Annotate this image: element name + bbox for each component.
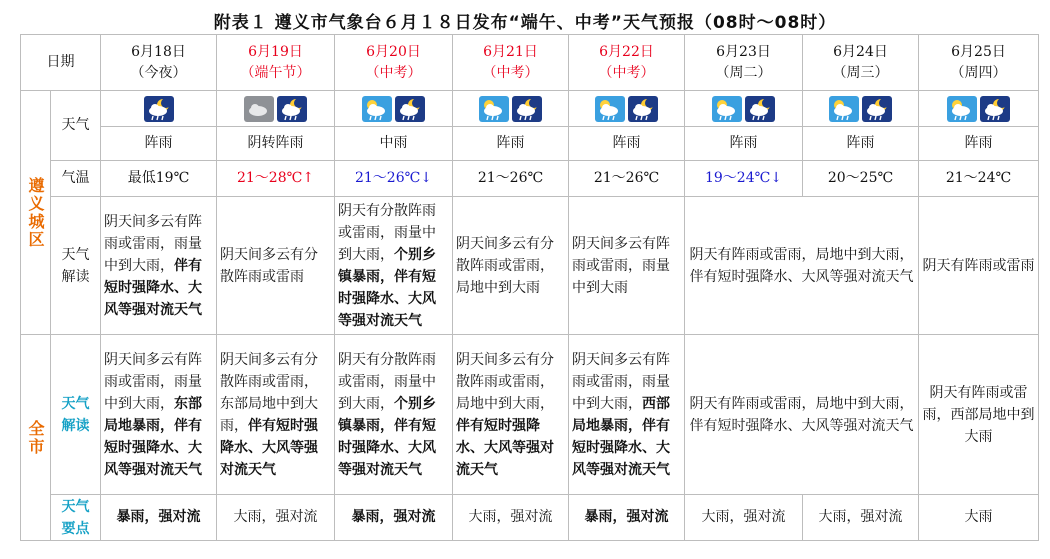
interp-text: 阴天有分散阵雨或雷雨，雨量中到大雨，个别乡镇暴雨，伴有短时强降水、大风等强对流天气: [335, 335, 453, 495]
city-interp-row: [21, 335, 1039, 495]
night-rain-icon: [862, 96, 892, 122]
interp-text: 阴天间多云有阵雨或雷雨，雨量中到大雨，西部局地暴雨，伴有短时强降水、大风等强对流天气: [569, 335, 685, 495]
temp-value: 21～26℃: [569, 161, 685, 197]
icon-cell: [217, 91, 335, 127]
interp-text: 阴天间多云有分散阵雨或雷雨，东部局地中到大雨，伴有短时强降水、大风等强对流天气: [217, 335, 335, 495]
temp-value: 21～28℃↑: [217, 161, 335, 197]
night-rain-icon: [628, 96, 658, 122]
icon-cell: [685, 91, 803, 127]
weather-text: 阵雨: [101, 127, 217, 161]
day-header: 6月23日 （周二）: [685, 35, 803, 91]
forecast-table: [20, 34, 1039, 541]
day-header: 6月24日 （周三）: [803, 35, 919, 91]
key-point: 大雨: [919, 495, 1039, 541]
day-header: 6月25日 （周四）: [919, 35, 1039, 91]
interp-text: 阴天间多云有分散阵雨或雷雨: [217, 197, 335, 335]
day-header: 6月20日 （中考）: [335, 35, 453, 91]
temp-value: 21～26℃: [453, 161, 569, 197]
icon-cell: [335, 91, 453, 127]
day-header: 6月22日 （中考）: [569, 35, 685, 91]
key-label: 天气要点: [51, 495, 101, 541]
interp-text: 阴天有阵雨或雷雨，局地中到大雨，伴有短时强降水、大风等强对流天气: [685, 335, 919, 495]
interp-text: 阴天间多云有阵雨或雷雨，雨量中到大雨: [569, 197, 685, 335]
key-point: 大雨，强对流: [803, 495, 919, 541]
day-header: 6月18日 （今夜）: [101, 35, 217, 91]
day-header: 6月21日 （中考）: [453, 35, 569, 91]
weather-text: 阵雨: [569, 127, 685, 161]
interp-text: 阴天间多云有阵雨或雷雨，雨量中到大雨，东部局地暴雨，伴有短时强降水、大风等强对流天气: [101, 335, 217, 495]
weather-label: 天气: [51, 91, 101, 161]
day-shower-icon: [829, 96, 859, 122]
key-point: 大雨，强对流: [217, 495, 335, 541]
weather-text: 阴转阵雨: [217, 127, 335, 161]
icon-cell: [101, 91, 217, 127]
weather-text: 阵雨: [919, 127, 1039, 161]
day-shower-icon: [712, 96, 742, 122]
key-point: 暴雨，强对流: [101, 495, 217, 541]
date-header-row: [21, 35, 1039, 91]
key-point: 大雨，强对流: [685, 495, 803, 541]
key-point: 大雨，强对流: [453, 495, 569, 541]
temp-value: 19～24℃↓: [685, 161, 803, 197]
temp-label: 气温: [51, 161, 101, 197]
region-label: 遵义城区: [26, 176, 45, 249]
day-rain-icon: [362, 96, 392, 122]
weather-text: 中雨: [335, 127, 453, 161]
day-shower-icon: [947, 96, 977, 122]
weather-text: 阵雨: [685, 127, 803, 161]
icon-cell: [919, 91, 1039, 127]
weather-text-row: [21, 127, 1039, 161]
key-points-row: [21, 495, 1039, 541]
interp-label: 天气解读: [51, 197, 101, 335]
night-rain-icon: [745, 96, 775, 122]
night-rain-icon: [395, 96, 425, 122]
icon-cell: [569, 91, 685, 127]
down-arrow-icon: ↓: [420, 170, 433, 186]
day-shower-icon: [595, 96, 625, 122]
weather-text: 阵雨: [453, 127, 569, 161]
temp-value: 20～25℃: [803, 161, 919, 197]
down-arrow-icon: ↓: [770, 170, 783, 186]
night-rain-icon: [512, 96, 542, 122]
interp-text: 阴天有阵雨或雷雨: [919, 197, 1039, 335]
key-point: 暴雨，强对流: [335, 495, 453, 541]
interp-text: 阴天间多云有分散阵雨或雷雨，局地中到大雨: [453, 197, 569, 335]
region-city: [21, 335, 51, 541]
page-title: 附表１ 遵义市气象台６月１８日发布“端午、中考”天气预报（08时～08时）: [213, 13, 837, 33]
zunyi-interp-row: [21, 197, 1039, 335]
temp-value: 21～26℃↓: [335, 161, 453, 197]
interp-text: 阴天有分散阵雨或雷雨，雨量中到大雨，个别乡镇暴雨，伴有短时强降水、大风等强对流天气: [335, 197, 453, 335]
weather-icon-row: [21, 91, 1039, 127]
interp-text: 阴天间多云有阵雨或雷雨，雨量中到大雨，伴有短时强降水、大风等强对流天气: [101, 197, 217, 335]
interp-label: 天气解读: [51, 335, 101, 495]
night-rain-icon: [277, 96, 307, 122]
weather-text: 阵雨: [803, 127, 919, 161]
interp-text: 阴天间多云有分散阵雨或雷雨，局地中到大雨，伴有短时强降水、大风等强对流天气: [453, 335, 569, 495]
date-label: 日期: [21, 35, 101, 91]
cloudy-icon: [244, 96, 274, 122]
up-arrow-icon: ↑: [302, 170, 315, 186]
interp-text: 阴天有阵雨或雷雨，西部局地中到大雨: [919, 335, 1039, 495]
temp-value: 21～24℃: [919, 161, 1039, 197]
day-shower-icon: [479, 96, 509, 122]
temp-value: 最低19℃: [101, 161, 217, 197]
key-point: 暴雨，强对流: [569, 495, 685, 541]
night-rain-icon: [980, 96, 1010, 122]
night-rain-icon: [144, 96, 174, 122]
region-label: 全市: [26, 419, 45, 456]
icon-cell: [803, 91, 919, 127]
temperature-row: [21, 161, 1039, 197]
region-zunyi: [21, 91, 51, 335]
interp-text: 阴天有阵雨或雷雨，局地中到大雨，伴有短时强降水、大风等强对流天气: [685, 197, 919, 335]
day-header: 6月19日 （端午节）: [217, 35, 335, 91]
icon-cell: [453, 91, 569, 127]
